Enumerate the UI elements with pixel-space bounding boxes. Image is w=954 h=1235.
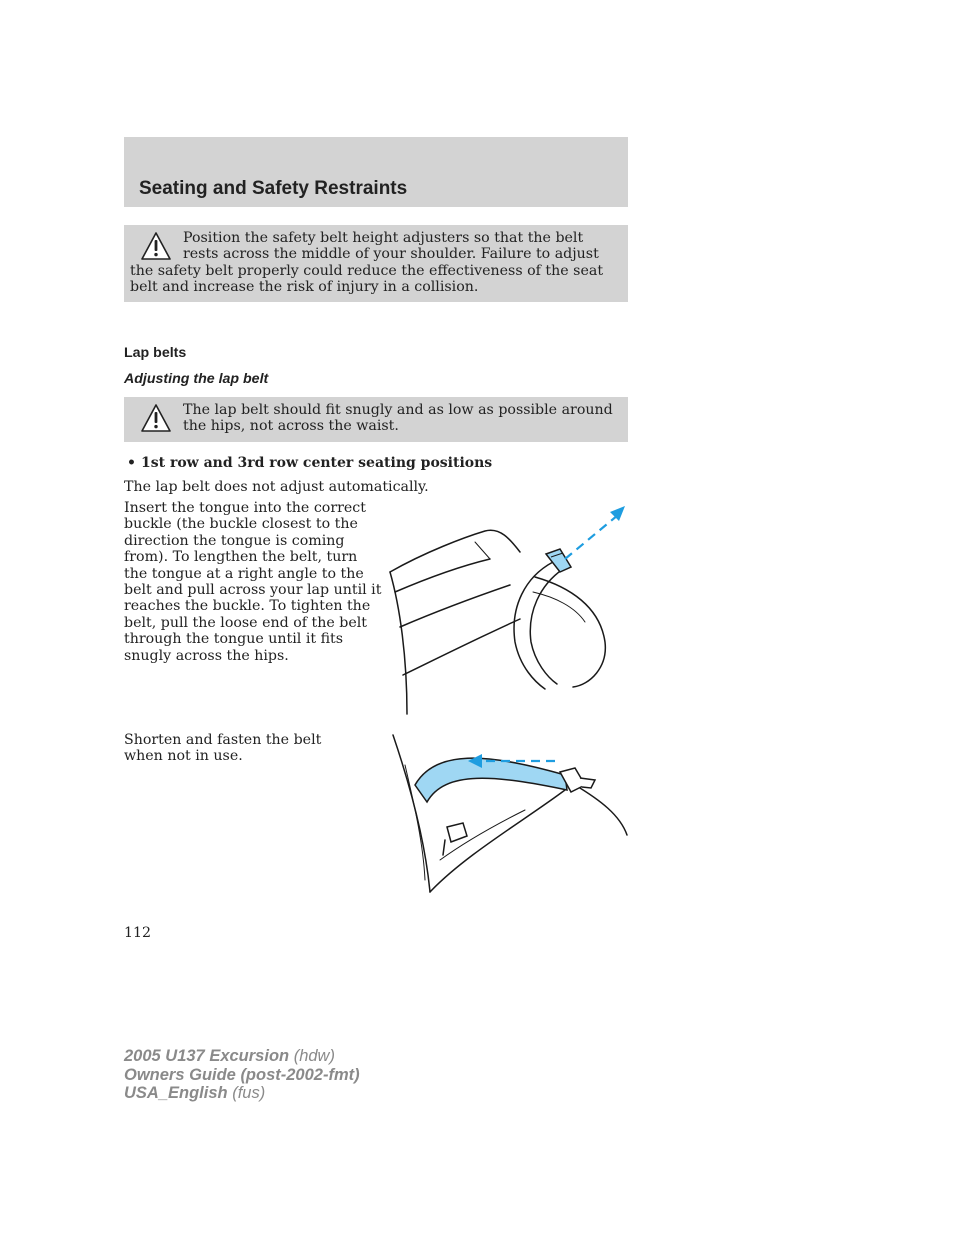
paragraph-shorten-fasten: Shorten and fasten the belt when not in use.: [124, 732, 322, 765]
warning-text: Position the safety belt height adjusters so that the belt rests across the middle of your shoulder. Failure to adjust the safety belt properly could reduce the effectiveness of the seat belt and increase the risk of injury in a collision.: [130, 230, 604, 296]
section-heading: Lap belts: [124, 345, 187, 361]
bullet-item: [124, 455, 492, 471]
section-subheading: Adjusting the lap belt: [124, 371, 269, 387]
footer-language: USA_English: [124, 1084, 228, 1103]
document-footer: [124, 1047, 360, 1103]
footer-model: 2005 U137 Excursion: [124, 1047, 290, 1065]
footer-language-code: (fus): [227, 1084, 266, 1103]
warning-box-lap-belt: [124, 397, 628, 442]
warning-triangle-icon: [140, 231, 172, 261]
lap-belt-lengthen-illustration: [385, 497, 630, 717]
footer-guide: Owners Guide (post-2002-fmt): [124, 1065, 360, 1084]
warning-text: The lap belt should fit snugly and as low as possible around the hips, not across the waist.: [183, 402, 613, 435]
page-title: Seating and Safety Restraints: [139, 178, 408, 199]
bullet-marker: •: [127, 455, 136, 471]
footer-model-code: (hdw): [289, 1047, 335, 1065]
paragraph-no-auto-adjust: The lap belt does not adjust automatically.: [124, 479, 429, 495]
warning-box-height-adjuster: [124, 225, 628, 302]
bullet-text: 1st row and 3rd row center seating positions: [141, 455, 493, 471]
lap-belt-stow-illustration: [385, 730, 630, 900]
paragraph-insert-tongue: Insert the tongue into the correct buckle (the buckle closest to the direction the tongue is coming from). To lengthen the belt, turn the tongue at a right angle to the belt and pull across your lap until it reaches the buckle. To tighten the belt, pull the loose end of the belt through the tongue until it fits snugly across the hips.: [124, 500, 382, 664]
section-header: [124, 137, 628, 207]
page-number: 112: [124, 925, 152, 941]
warning-triangle-icon: [140, 403, 172, 433]
